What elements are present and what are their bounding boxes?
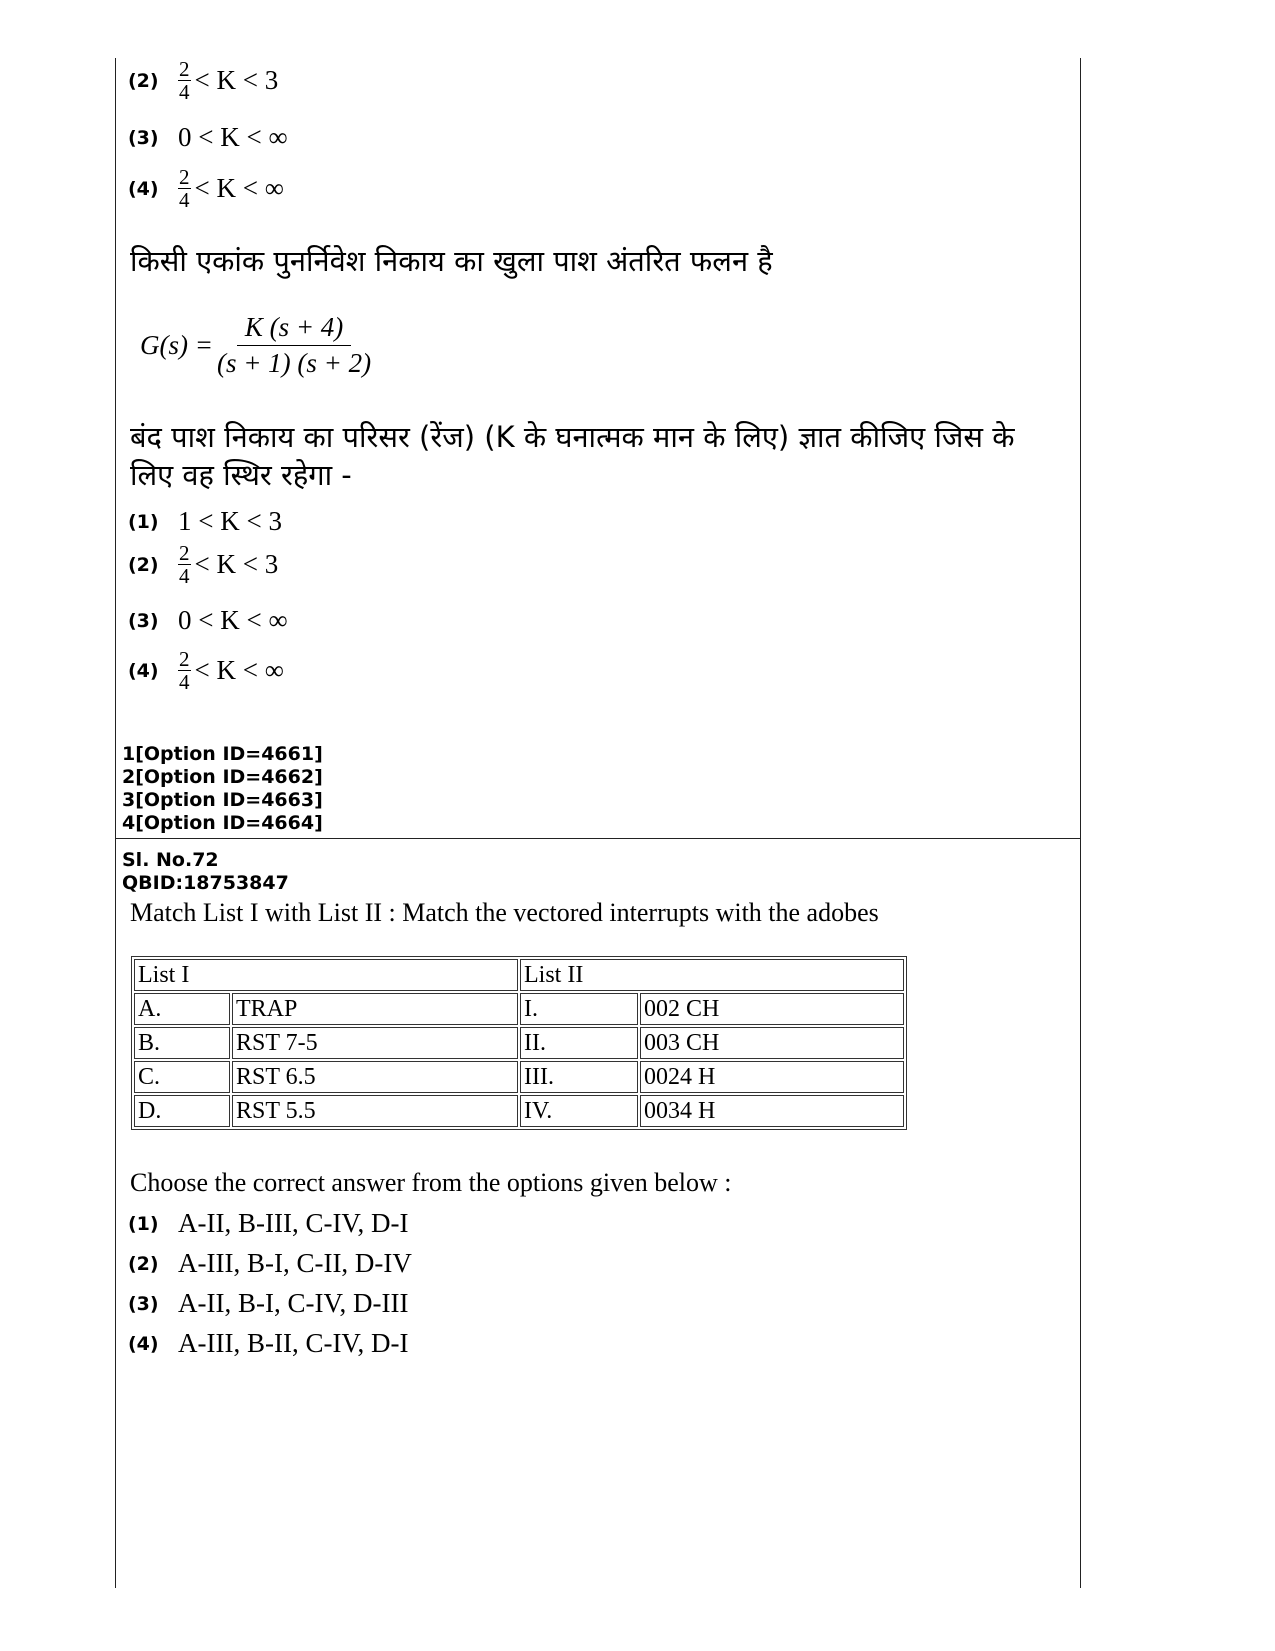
option-id: 4[Option ID=4664] — [122, 812, 323, 834]
option-number: (2) — [128, 69, 159, 92]
option-number: (3) — [128, 609, 159, 632]
table-row — [134, 1095, 904, 1127]
fraction-denominator: 4 — [179, 564, 190, 588]
fraction — [178, 648, 191, 693]
table-row — [134, 1061, 904, 1093]
table-cell: II. — [520, 1027, 638, 1059]
transfer-function-formula — [140, 312, 371, 379]
left-border — [115, 58, 116, 1588]
option-number: (4) — [128, 659, 159, 682]
choose-instruction: Choose the correct answer from the options given below : — [130, 1168, 732, 1197]
table-cell: D. — [134, 1095, 230, 1127]
hindi-option-3 — [128, 605, 288, 636]
table-cell: RST 7-5 — [232, 1027, 518, 1059]
fraction-denominator: 4 — [179, 670, 190, 694]
table-cell: IV. — [520, 1095, 638, 1127]
match-table — [131, 956, 907, 1130]
q72-option-1 — [128, 1208, 408, 1239]
top-option-2 — [128, 58, 278, 103]
table-cell: B. — [134, 1027, 230, 1059]
option-text: 0 < K < ∞ — [178, 605, 288, 635]
formula-lhs: G(s) = — [140, 330, 213, 360]
fraction — [178, 542, 191, 587]
option-id: 3[Option ID=4663] — [122, 789, 323, 811]
top-option-4 — [128, 166, 284, 211]
table-cell: I. — [520, 993, 638, 1025]
formula-numerator: K (s + 4) — [237, 312, 351, 346]
q72-option-3 — [128, 1288, 408, 1319]
option-text: 0 < K < ∞ — [178, 122, 288, 152]
question-72-text: Match List I with List II : Match the vectored interrupts with the adobes — [130, 898, 879, 927]
table-row — [134, 1027, 904, 1059]
option-number: (4) — [128, 1332, 159, 1355]
question-meta — [122, 849, 289, 895]
option-number: (2) — [128, 1252, 159, 1275]
table-cell: C. — [134, 1061, 230, 1093]
table-row — [134, 993, 904, 1025]
section-divider — [115, 838, 1081, 839]
hindi-question-intro: किसी एकांक पुनर्निवेश निकाय का खुला पाश अंतरित फलन है — [130, 244, 773, 278]
table-cell: III. — [520, 1061, 638, 1093]
option-number: (3) — [128, 126, 159, 149]
option-text: < K < ∞ — [194, 655, 284, 685]
table-header-row — [134, 959, 904, 991]
fraction-denominator: 4 — [179, 80, 190, 104]
option-id: 1[Option ID=4661] — [122, 743, 323, 765]
formula-denominator: (s + 1) (s + 2) — [216, 348, 372, 378]
table-cell: 002 CH — [640, 993, 904, 1025]
option-text: < K < 3 — [194, 65, 279, 95]
table-cell: 0034 H — [640, 1095, 904, 1127]
option-number: (4) — [128, 177, 159, 200]
option-ids — [122, 743, 323, 835]
table-header-cell: List II — [520, 959, 904, 991]
option-text: 1 < K < 3 — [178, 506, 282, 536]
hindi-option-2 — [128, 542, 278, 587]
fraction-denominator: 4 — [179, 188, 190, 212]
table-cell: RST 6.5 — [232, 1061, 518, 1093]
serial-number: Sl. No.72 — [122, 849, 219, 871]
option-number: (3) — [128, 1292, 159, 1315]
fraction — [178, 166, 191, 211]
option-text: A-II, B-I, C-IV, D-III — [178, 1288, 409, 1318]
option-number: (2) — [128, 553, 159, 576]
top-option-3 — [128, 122, 288, 153]
fraction — [178, 58, 191, 103]
qbid: QBID:18753847 — [122, 872, 289, 894]
q72-option-2 — [128, 1248, 412, 1279]
option-text: < K < ∞ — [194, 173, 284, 203]
hindi-question-text: बंद पाश निकाय का परिसर (रेंज) (K के घनात्मक मान के लिए) ज्ञात कीजिए जिस के लिए वह स्थिर रहेगा - — [130, 420, 1015, 492]
table-cell: RST 5.5 — [232, 1095, 518, 1127]
fraction-numerator: 2 — [179, 165, 190, 189]
option-text: < K < 3 — [194, 549, 279, 579]
table-header-cell: List I — [134, 959, 518, 991]
hindi-option-1 — [128, 506, 282, 537]
right-border — [1080, 58, 1081, 1588]
option-number: (1) — [128, 510, 159, 533]
option-number: (1) — [128, 1212, 159, 1235]
option-text: A-III, B-II, C-IV, D-I — [178, 1328, 409, 1358]
table-cell: 0024 H — [640, 1061, 904, 1093]
option-text: A-II, B-III, C-IV, D-I — [178, 1208, 409, 1238]
option-id: 2[Option ID=4662] — [122, 766, 323, 788]
fraction-numerator: 2 — [179, 541, 190, 565]
option-text: A-III, B-I, C-II, D-IV — [178, 1248, 412, 1278]
fraction-numerator: 2 — [179, 57, 190, 81]
table-cell: TRAP — [232, 993, 518, 1025]
hindi-option-4 — [128, 648, 284, 693]
formula-fraction — [217, 312, 371, 379]
fraction-numerator: 2 — [179, 647, 190, 671]
table-cell: 003 CH — [640, 1027, 904, 1059]
table-cell: A. — [134, 993, 230, 1025]
q72-option-4 — [128, 1328, 408, 1359]
